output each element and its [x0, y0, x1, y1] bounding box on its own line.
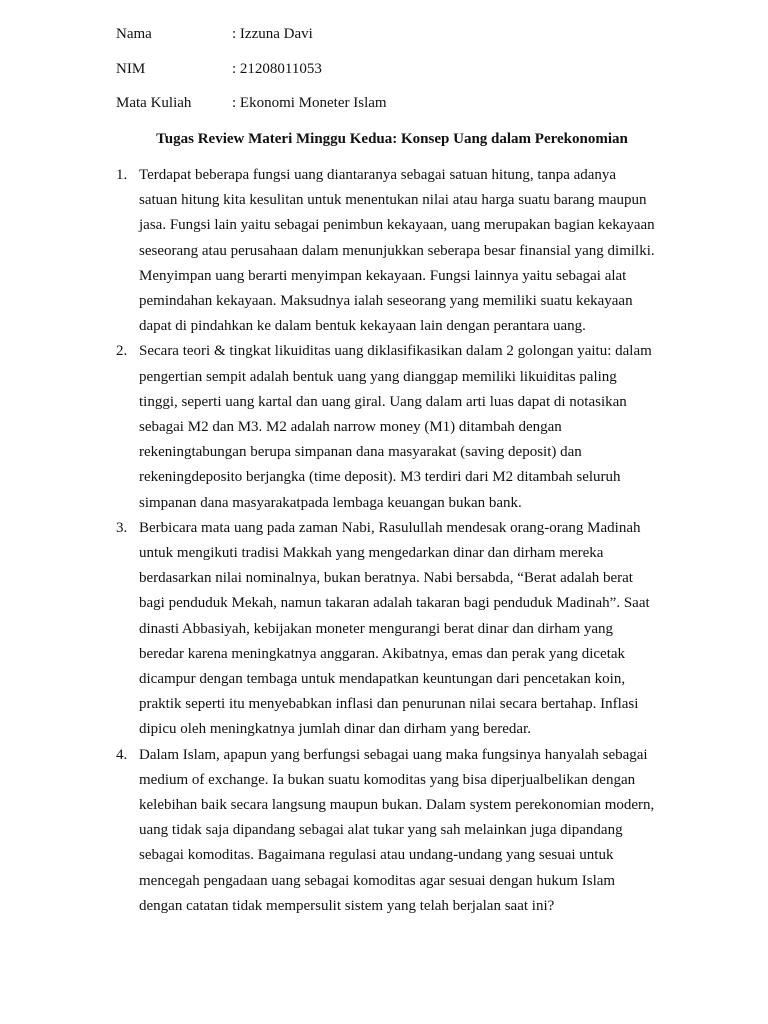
paragraph-line: Secara teori & tingkat likuiditas uang diklasifikasikan dalam 2 golongan yaitu: dalam [139, 343, 652, 360]
paragraph-line: dipicu oleh meningkatnya jumlah dinar dan dirham yang beredar. [139, 721, 531, 738]
paragraph-line: beredar karena meningkatnya anggaran. Akibatnya, emas dan perak yang dicetak [139, 645, 626, 662]
paragraph-line: Berbicara mata uang pada zaman Nabi, Rasulullah mendesak orang-orang Madinah [139, 519, 641, 536]
paragraph-line: praktik seperti itu menyebabkan inflasi dan penurunan nilai secara bertahap. Inflasi [139, 696, 639, 713]
list-item-1 [116, 163, 676, 339]
list-number: 3. [116, 519, 128, 536]
mata-kuliah-label: Mata Kuliah [116, 95, 192, 111]
paragraph-line: sebagai M2 dan M3. M2 adalah narrow money (M1) ditambah dengan [139, 419, 562, 436]
list-number: 2. [116, 343, 128, 360]
paragraph-line: dengan catatan tidak mempersulit sistem yang telah berjalan saat ini? [139, 897, 555, 914]
numbered-list [116, 163, 676, 919]
document-title: Tugas Review Materi Minggu Kedua: Konsep Uang dalam Perekonomian [156, 131, 628, 147]
paragraph-line: simpanan dana masyarakatpada lembaga keuangan bukan bank. [139, 494, 522, 511]
paragraph-line: satuan hitung kita kesulitan untuk menentukan nilai atau harga suatu barang maupun [139, 192, 647, 209]
paragraph-line: seseorang atau perusahaan dalam menunjukkan seberapa besar finansial yang dimilki. [139, 242, 655, 259]
nim-label: NIM [116, 61, 146, 77]
paragraph-line: berdasarkan nilai nominalnya, bukan beratnya. Nabi bersabda, “Berat adalah berat [139, 570, 633, 587]
paragraph-line: dapat di pindahkan ke dalam bentuk kekayaan lain dengan perantara uang. [139, 318, 586, 335]
paragraph-line: rekeningdeposito berjangka (time deposit). M3 terdiri dari M2 ditambah seluruh [139, 469, 621, 486]
paragraph-line: pengertian sempit adalah bentuk uang yang dianggap memiliki likuiditas paling [139, 368, 617, 385]
paragraph-line: kelebihan baik secara langsung maupun bukan. Dalam system perekonomian modern, [139, 797, 655, 814]
paragraph-line: dinasti Abbasiyah, kebijakan moneter mengurangi berat dinar dan dirham yang [139, 620, 614, 637]
list-number: 1. [116, 167, 128, 183]
paragraph-line: mencegah pengadaan uang sebagai komoditas agar sesuai dengan hukum Islam [139, 872, 616, 889]
paragraph-line: dicampur dengan tembaga untuk mendapatkan keuntungan dari pencetakan koin, [139, 671, 626, 688]
paragraph-line: Dalam Islam, apapun yang berfungsi sebagai uang maka fungsinya hanyalah sebagai [139, 746, 648, 763]
list-item-2 [116, 339, 676, 515]
list-item-3 [116, 516, 676, 743]
nama-label: Nama [116, 26, 152, 42]
paragraph-line: rekeningtabungan berupa simpanan dana masyarakat (saving deposit) dan [139, 444, 582, 461]
paragraph-line: sebagai komoditas. Bagaimana regulasi atau undang-undang yang sesuai untuk [139, 847, 614, 864]
paragraph-line: jasa. Fungsi lain yaitu sebagai penimbun kekayaan, uang merupakan bagian kekayaan [139, 217, 655, 234]
mata-kuliah-value: : Ekonomi Moneter Islam [232, 95, 387, 111]
paragraph-line: Menyimpan uang berarti menyimpan kekayaan. Fungsi lainnya yaitu sebagai alat [139, 267, 627, 284]
paragraph-line: medium of exchange. Ia bukan suatu komoditas yang bisa diperjualbelikan dengan [139, 771, 636, 788]
paragraph-line: pemindahan kekayaan. Maksudnya ialah seseorang yang memiliki suatu kekayaan [139, 293, 633, 310]
nama-value: : Izzuna Davi [232, 26, 313, 42]
paragraph-line: uang tidak saja dipandang sebagai alat tukar yang sah melainkan juga dipandang [139, 822, 623, 839]
nim-value: : 21208011053 [232, 61, 322, 77]
paragraph-line: Terdapat beberapa fungsi uang diantaranya sebagai satuan hitung, tanpa adanya [139, 167, 617, 183]
list-number: 4. [116, 746, 128, 763]
paragraph-line: tinggi, seperti uang kartal dan uang giral. Uang dalam arti luas dapat di notasikan [139, 393, 627, 410]
paragraph-line: bagi penduduk Mekah, namun takaran adalah takaran bagi penduduk Madinah”. Saat [139, 595, 650, 612]
list-item-4 [116, 743, 676, 919]
paragraph-line: untuk mengikuti tradisi Makkah yang mengedarkan dinar dan dirham mereka [139, 545, 604, 562]
